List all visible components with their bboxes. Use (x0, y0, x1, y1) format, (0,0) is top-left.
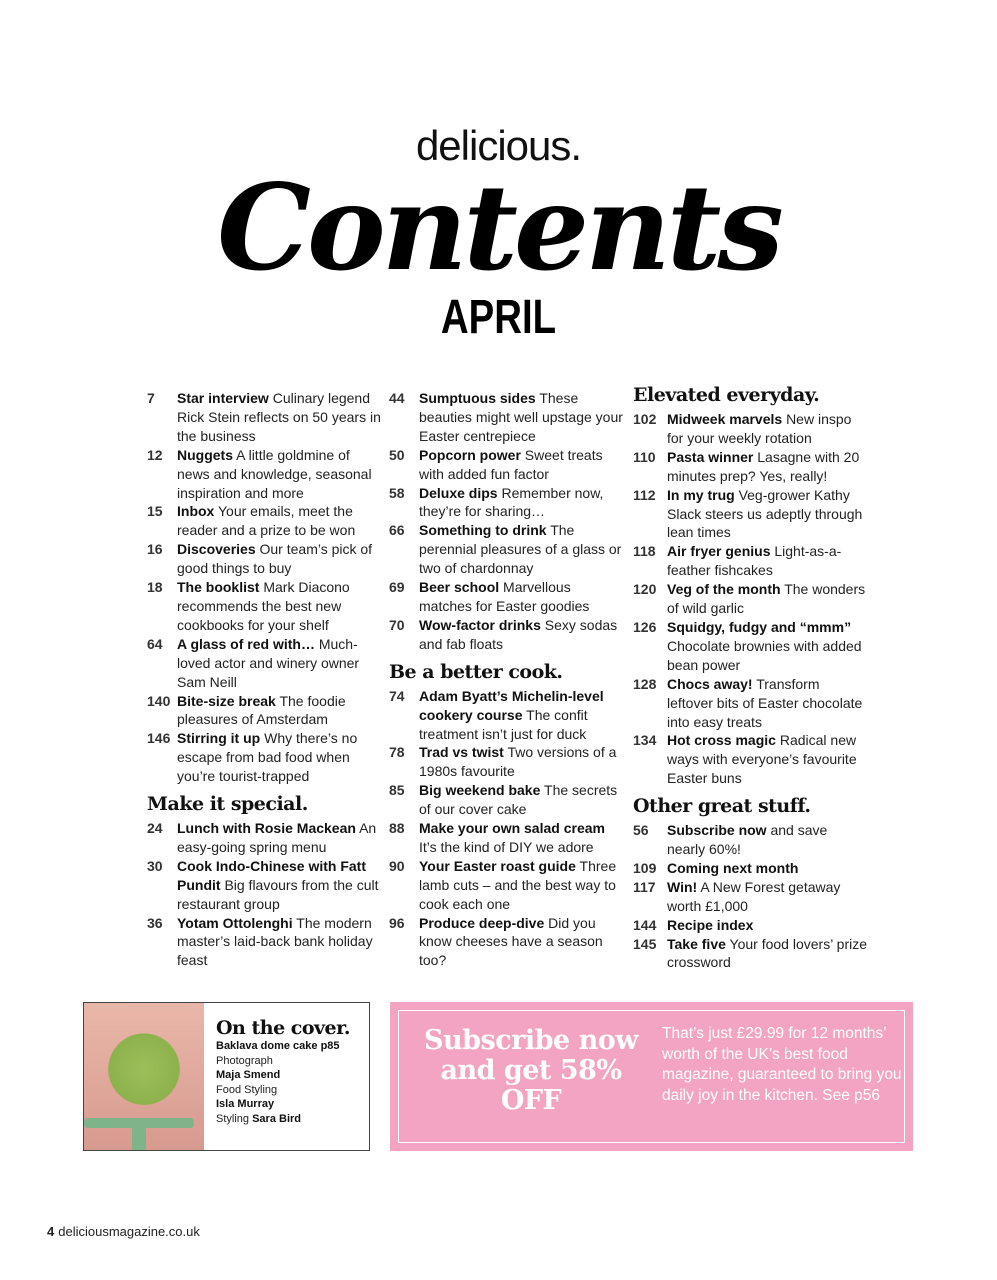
entry-title: Recipe index (667, 916, 754, 933)
contents-entry[interactable] (633, 486, 868, 543)
page-number: 78 (389, 744, 405, 761)
cover-dish: Baklava dome cake p85 (216, 1040, 340, 1052)
entry-description: Big flavours from the cult restaurant group (177, 876, 379, 912)
issue-month: APRIL (440, 291, 557, 344)
website: deliciousmagazine.co.uk (58, 1224, 200, 1239)
entry-title: Discoveries (177, 541, 256, 558)
page-number: 70 (389, 616, 405, 633)
page-number: 44 (389, 390, 405, 406)
entry-title: Nuggets (177, 446, 233, 463)
page-number: 74 (389, 687, 405, 704)
entry-title: Air fryer genius (667, 543, 771, 560)
entry-title: Popcorn power (419, 446, 521, 463)
entry-title: Lunch with Rosie Mackean (177, 820, 356, 837)
entry-description: Light-as-a-feather fishcakes (667, 543, 842, 579)
contents-entry[interactable] (633, 675, 868, 732)
entry-title: Big weekend bake (419, 782, 541, 799)
contents-entry[interactable] (389, 819, 624, 857)
entry-title: Take five (667, 935, 726, 952)
entry-title: Star interview (177, 390, 269, 406)
section-heading: Elevated everyday. (633, 384, 820, 406)
page-number: 36 (147, 914, 163, 931)
entry-title: Bite-size break (177, 692, 276, 709)
page-number: 24 (147, 820, 163, 837)
page-number: 66 (389, 522, 405, 539)
entry-title: The booklist (177, 579, 260, 596)
entry-description: Why there’s no escape from bad food when you’re tourist-trapped (177, 730, 358, 785)
contents-entry[interactable] (389, 781, 624, 819)
section-heading: Make it special. (147, 793, 308, 816)
entry-title: Something to drink (419, 522, 547, 539)
contents-entry[interactable] (633, 878, 868, 916)
entry-title: Win! (667, 878, 698, 895)
page-number: 145 (633, 935, 657, 952)
entry-description: The foodie pleasures of Amsterdam (177, 692, 346, 728)
entry-title: Wow-factor drinks (419, 616, 541, 633)
entry-description: A little goldmine of news and knowledge, seasonal inspiration and more (177, 446, 372, 501)
entry-description: Your emails, meet the reader and a prize to be won (177, 503, 356, 539)
entry-description: An easy-going spring menu (177, 820, 377, 855)
entry-description: Did you know cheeses have a season too? (419, 914, 603, 969)
entry-title: A glass of red with… (177, 635, 315, 652)
cover-heading: On the cover. (216, 1017, 351, 1039)
page-number: 109 (633, 859, 657, 876)
entry-description: Chocolate brownies with added bean power (667, 637, 862, 673)
page-number: 128 (633, 675, 657, 692)
entry-title: Produce deep-dive (419, 914, 545, 931)
page-number: 146 (147, 730, 171, 747)
entry-title: Coming next month (667, 859, 799, 876)
entry-title: Veg of the month (667, 581, 781, 598)
entry-description: Marvellous matches for Easter goodies (419, 579, 590, 614)
photographer: Maja Smend (216, 1069, 281, 1082)
entry-title: Yotam Ottolenghi (177, 914, 293, 931)
contents-entry[interactable] (633, 618, 868, 675)
entry-description: Veg-grower Kathy Slack steers us adeptly through lean times (667, 486, 863, 541)
contents-entry[interactable] (389, 743, 624, 781)
entry-description: Transform leftover bits of Easter chocolate into easy treats (667, 675, 863, 730)
contents-entry[interactable] (389, 857, 624, 914)
page-number: 112 (633, 486, 656, 503)
promo-text: That’s just £29.99 for 12 months’ worth of the UK’s best food magazine, guaranteed to bring you daily joy in the kitchen. See p56 (662, 1025, 902, 1104)
page-number: 56 (633, 822, 649, 839)
brand-logo: delicious. (415, 122, 582, 169)
entry-title: Beer school (419, 579, 500, 596)
contents-entry[interactable] (633, 731, 868, 788)
page-number: 102 (633, 411, 657, 427)
contents-entry[interactable] (147, 692, 382, 730)
page-number: 12 (147, 446, 163, 463)
food-stylist: Isla Murray (216, 1098, 275, 1111)
entry-description: It’s the kind of DIY we adore (419, 838, 594, 855)
contents-entry[interactable] (633, 859, 868, 878)
page-number: 90 (389, 857, 405, 874)
contents-entry[interactable] (633, 580, 868, 618)
page-title: Contents (217, 158, 780, 297)
entry-title: Deluxe dips (419, 484, 498, 501)
contents-entry[interactable] (147, 446, 382, 503)
entry-description: Remember now, they’re for sharing… (419, 484, 604, 520)
contents-entry[interactable] (147, 389, 382, 446)
entry-description: The wonders of wild garlic (667, 581, 866, 617)
entry-title: Pasta winner (667, 448, 754, 465)
page-footer (47, 1224, 200, 1239)
contents-entry[interactable] (389, 578, 624, 616)
entry-description: The secrets of our cover cake (419, 782, 618, 818)
entry-title: Chocs away! (667, 675, 753, 692)
page-number: 140 (147, 692, 171, 709)
contents-entry[interactable] (633, 935, 868, 973)
entry-description: Two versions of a 1980s favourite (419, 744, 617, 780)
entry-title: Make your own salad cream (419, 820, 605, 837)
page-number: 110 (633, 448, 656, 465)
contents-column-3 (633, 384, 868, 972)
page-number: 64 (147, 635, 163, 652)
entry-title: Your Easter roast guide (419, 857, 576, 874)
contents-entry[interactable] (389, 446, 624, 484)
contents-entry[interactable] (147, 729, 382, 786)
entry-description: Our team’s pick of good things to buy (177, 541, 373, 577)
entry-description: A New Forest getaway worth £1,000 (667, 878, 841, 914)
contents-entry[interactable] (147, 540, 382, 578)
cover-credits-box (83, 1002, 370, 1151)
photo-label: Photograph (216, 1054, 273, 1067)
entry-description: The confit treatment isn’t just for duck (419, 706, 588, 742)
cover-photo (84, 1003, 204, 1150)
entry-description: These beauties might well upstage your Easter centrepiece (419, 390, 623, 444)
page-number: 16 (147, 541, 163, 558)
contents-entry[interactable] (633, 448, 868, 486)
page-number: 144 (633, 916, 657, 933)
entry-title: In my trug (667, 486, 735, 503)
page-number: 118 (633, 543, 656, 560)
contents-entry[interactable] (147, 914, 382, 971)
entry-title: Stirring it up (177, 730, 261, 747)
contents-entry[interactable] (633, 916, 868, 935)
contents-entry[interactable] (147, 857, 382, 914)
entry-description: Your food lovers’ prize crossword (667, 935, 868, 971)
page-number: 85 (389, 782, 405, 799)
page-number: 30 (147, 857, 163, 874)
contents-entry[interactable] (389, 389, 624, 446)
section-heading: Other great stuff. (633, 795, 811, 818)
contents-entry[interactable] (389, 914, 624, 971)
entry-description: New inspo for your weekly rotation (667, 411, 852, 446)
entry-description: Mark Diacono recommends the best new cookbooks for your shelf (177, 579, 350, 633)
page-number: 96 (389, 914, 405, 931)
contents-entry[interactable] (389, 521, 624, 578)
contents-entry[interactable] (633, 821, 868, 859)
page-number: 58 (389, 484, 405, 501)
entry-description: Much-loved actor and winery owner Sam Neill (177, 635, 360, 690)
page-number: 50 (389, 446, 405, 463)
contents-entry[interactable] (389, 484, 624, 522)
page-number: 117 (633, 878, 656, 895)
contents-entry[interactable] (633, 542, 868, 580)
page-number: 7 (147, 390, 155, 406)
entry-description: The perennial pleasures of a glass or two of chardonnay (419, 522, 622, 577)
page-number: 4 (47, 1224, 55, 1239)
contents-entry[interactable] (389, 687, 624, 744)
entry-title: Subscribe now (667, 822, 767, 839)
entry-description: The modern master’s laid-back bank holiday feast (177, 914, 373, 969)
page-number: 15 (147, 503, 163, 520)
promo-headline: Subscribe now and get 58% OFF (424, 1025, 638, 1116)
entry-description: Three lamb cuts – and the best way to cook each one (419, 857, 617, 912)
contents-column-1 (147, 389, 382, 970)
entry-title: Cook Indo-Chinese with Fatt Pundit (177, 857, 366, 893)
entry-title: Inbox (177, 503, 215, 520)
page-number: 120 (633, 581, 657, 598)
contents-entry[interactable] (147, 578, 382, 635)
entry-title: Squidgy, fudgy and “mmm” (667, 618, 852, 635)
entry-description: Lasagne with 20 minutes prep? Yes, really! (667, 448, 860, 484)
entry-title: Hot cross magic (667, 732, 776, 749)
contents-entry[interactable] (389, 616, 624, 654)
entry-description: Culinary legend Rick Stein reflects on 50 years in the business (177, 390, 381, 444)
entry-description: Sexy sodas and fab floats (419, 616, 618, 652)
entry-title: Midweek marvels (667, 411, 783, 427)
stylist: Sara Bird (252, 1112, 302, 1125)
contents-column-2 (389, 389, 624, 970)
entry-description: and save nearly 60%! (667, 822, 828, 858)
contents-entry[interactable] (147, 635, 382, 692)
entry-title: Trad vs twist (419, 744, 504, 761)
food-styling-label: Food Styling (216, 1083, 278, 1096)
page-number: 126 (633, 618, 657, 635)
contents-entry[interactable] (147, 502, 382, 540)
page-number: 69 (389, 579, 405, 596)
entry-title: Adam Byatt’s Michelin-level cookery course (419, 687, 604, 723)
page-number: 88 (389, 820, 405, 837)
entry-description: Sweet treats with added fun factor (419, 446, 603, 482)
section-heading: Be a better cook. (389, 660, 563, 683)
subscribe-promo[interactable] (390, 1002, 913, 1151)
entry-title: Sumptuous sides (419, 390, 536, 406)
contents-entry[interactable] (633, 410, 868, 448)
entry-description: Radical new ways with everyone’s favourite Easter buns (667, 732, 857, 787)
styling-label: Styling (216, 1112, 250, 1125)
page-number: 18 (147, 579, 163, 596)
contents-entry[interactable] (147, 819, 382, 857)
page-number: 134 (633, 732, 657, 749)
